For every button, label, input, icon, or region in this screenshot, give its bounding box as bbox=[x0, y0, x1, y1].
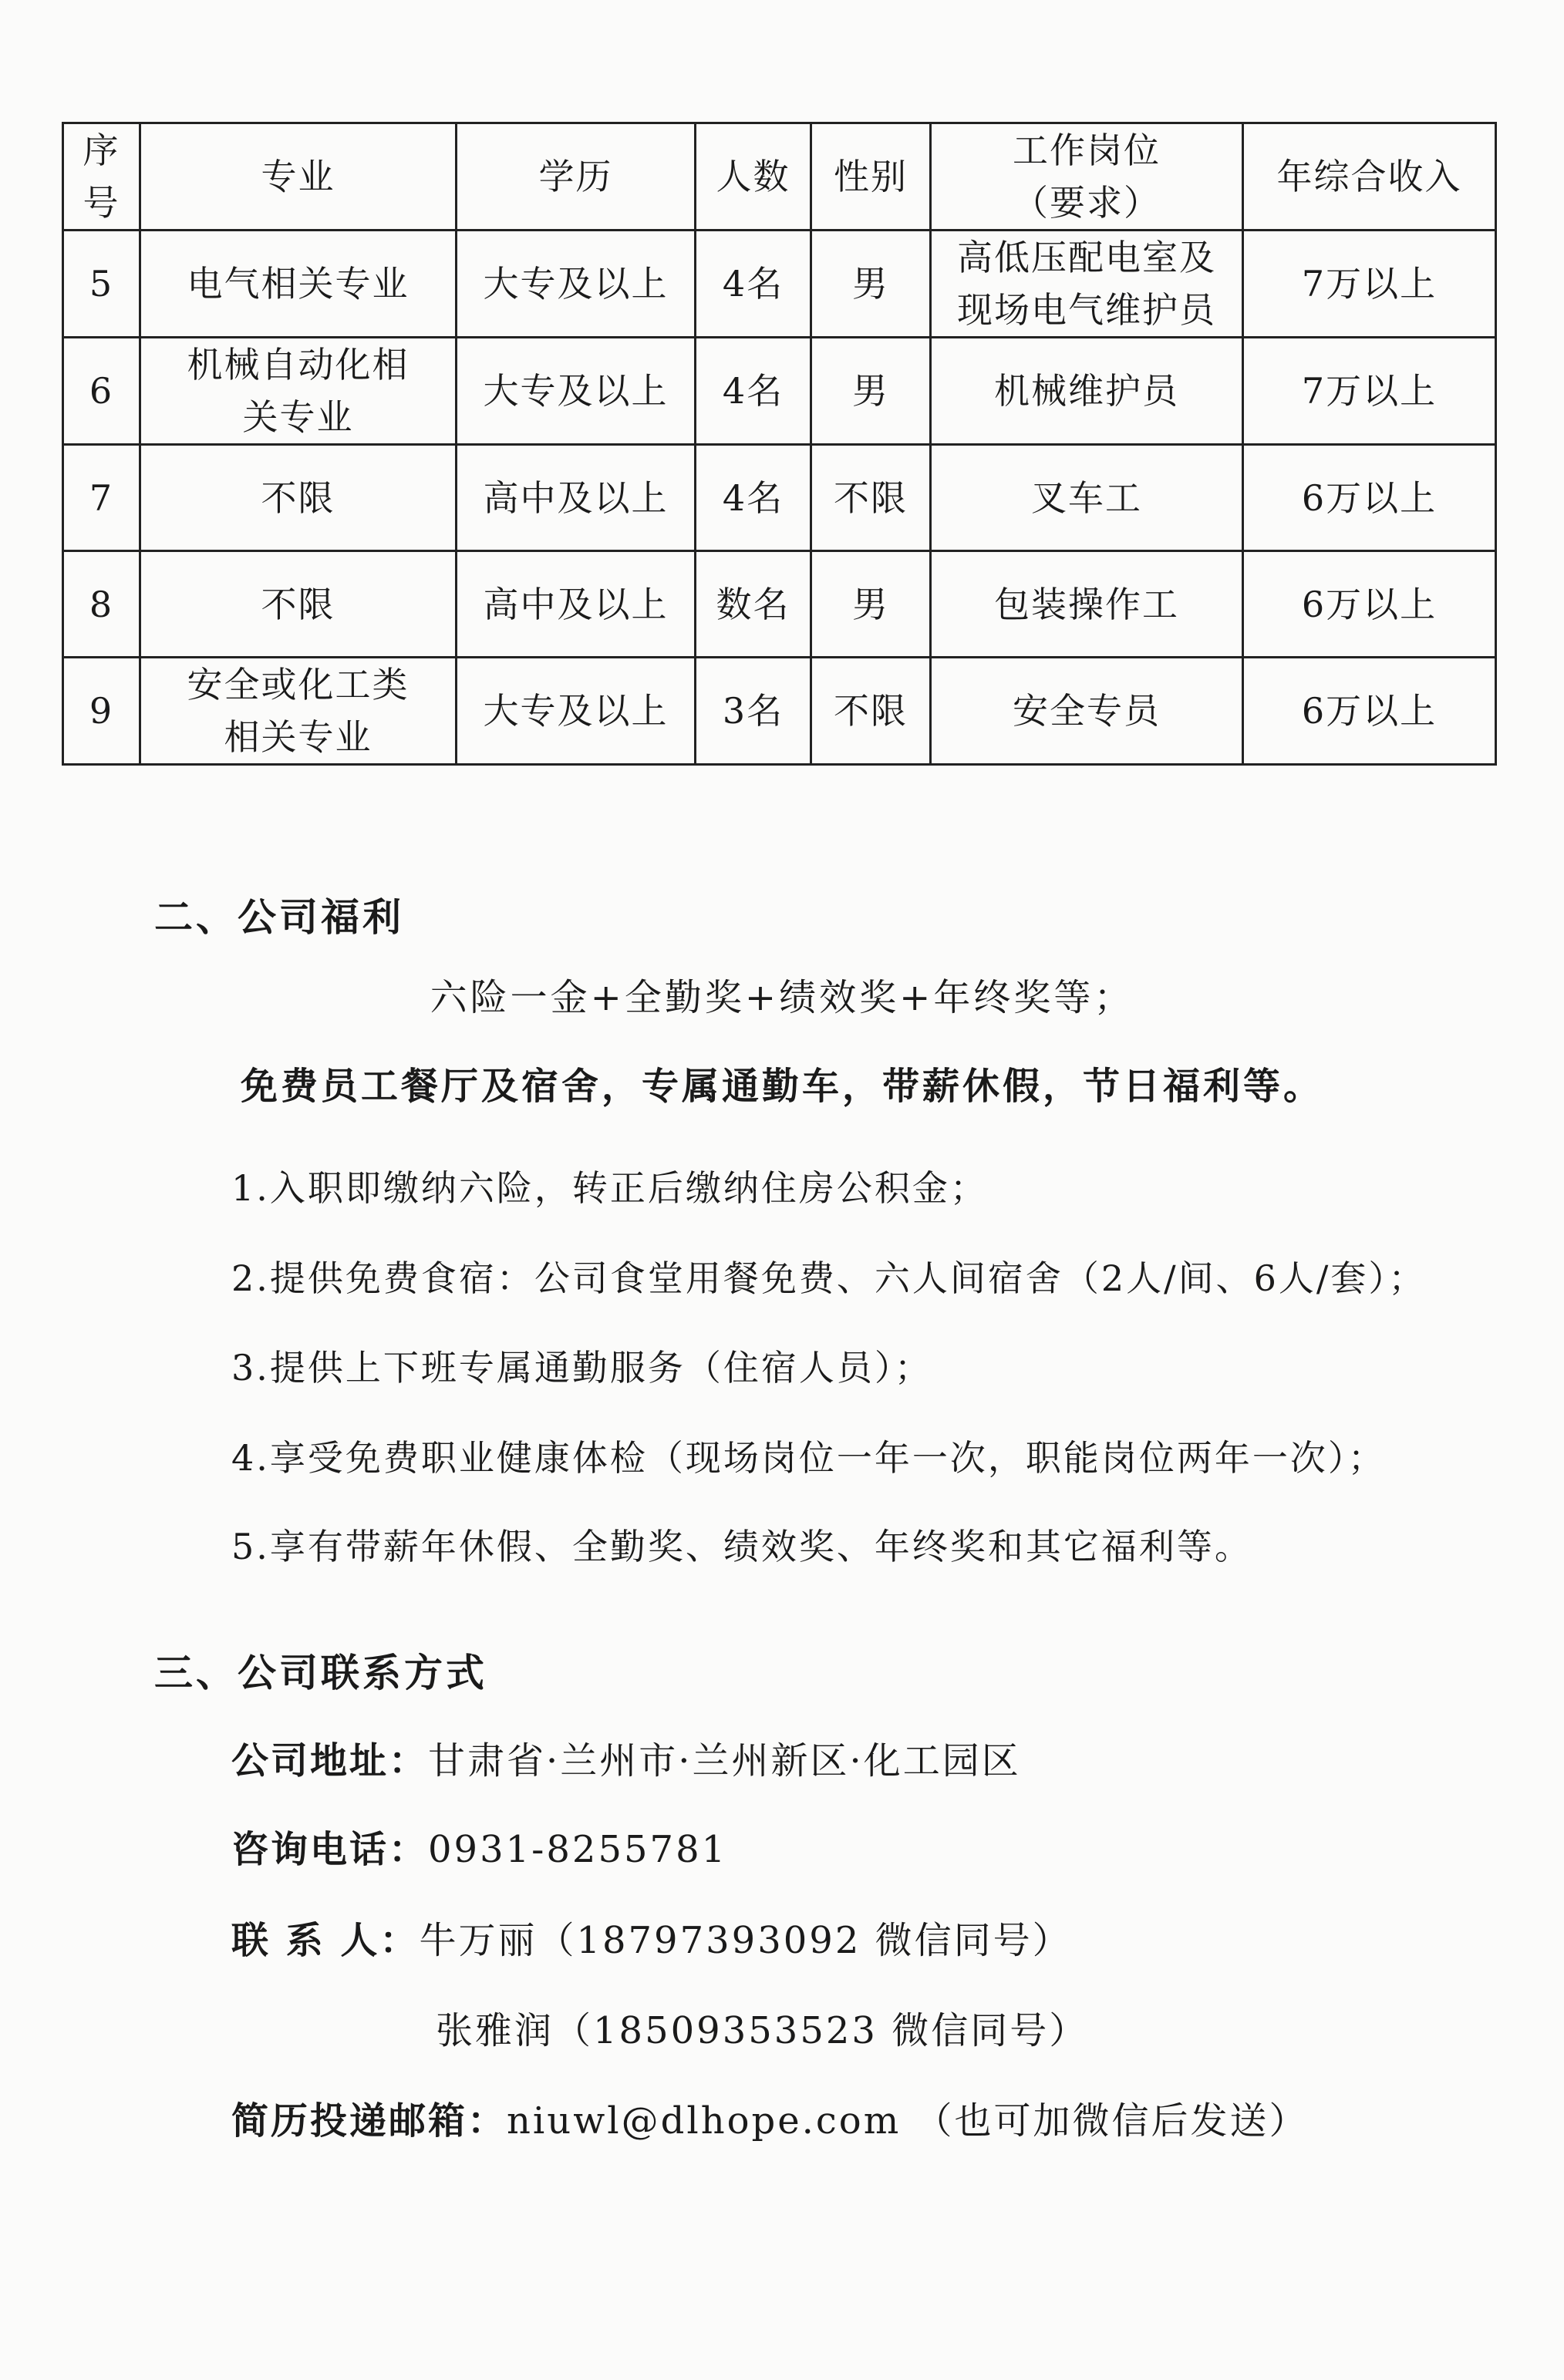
benefits-heading: 二、公司福利 bbox=[154, 894, 404, 940]
cell-education: 大专及以上 bbox=[457, 658, 696, 765]
table-row bbox=[63, 231, 1496, 338]
cell-education: 大专及以上 bbox=[457, 231, 696, 338]
cell-major: 安全或化工类 相关专业 bbox=[140, 658, 457, 765]
cell-index: 8 bbox=[63, 551, 140, 658]
table-row bbox=[63, 658, 1496, 765]
cell-income: 7万以上 bbox=[1243, 338, 1496, 445]
cell-gender: 男 bbox=[811, 551, 931, 658]
benefit-item-5: 5.享有带薪年休假、全勤奖、绩效奖、年终奖和其它福利等。 bbox=[231, 1526, 1252, 1567]
cell-position: 安全专员 bbox=[931, 658, 1243, 765]
header-index: 序 号 bbox=[63, 123, 140, 231]
cell-headcount: 数名 bbox=[696, 551, 811, 658]
header-major: 专业 bbox=[140, 123, 457, 231]
contact-heading: 三、公司联系方式 bbox=[154, 1650, 487, 1695]
header-education: 学历 bbox=[457, 123, 696, 231]
header-position: 工作岗位 （要求） bbox=[931, 123, 1243, 231]
cell-major: 不限 bbox=[140, 445, 457, 551]
contact-address bbox=[231, 1731, 1021, 1784]
header-income: 年综合收入 bbox=[1243, 123, 1496, 231]
header-gender: 性别 bbox=[811, 123, 931, 231]
cell-major: 机械自动化相 关专业 bbox=[140, 338, 457, 445]
table-row bbox=[63, 338, 1496, 445]
cell-position: 高低压配电室及 现场电气维护员 bbox=[931, 231, 1243, 338]
email-value: niuwl@dlhope.com （也可加微信后发送） bbox=[507, 2099, 1309, 2143]
cell-income: 6万以上 bbox=[1243, 445, 1496, 551]
email-label: 简历投递邮箱： bbox=[231, 2099, 507, 2143]
contact-person bbox=[231, 1910, 1072, 1964]
cell-education: 高中及以上 bbox=[457, 551, 696, 658]
benefit-item-1: 1.入职即缴纳六险，转正后缴纳住房公积金； bbox=[231, 1167, 988, 1209]
person-2: 张雅润（18509353523 微信同号） bbox=[436, 2009, 1089, 2052]
cell-index: 6 bbox=[63, 338, 140, 445]
job-positions-table bbox=[62, 122, 1497, 766]
cell-income: 7万以上 bbox=[1243, 231, 1496, 338]
cell-gender: 男 bbox=[811, 338, 931, 445]
contact-email bbox=[231, 2091, 1308, 2144]
contact-phone bbox=[231, 1820, 727, 1873]
phone-label: 咨询电话： bbox=[231, 1828, 429, 1871]
benefit-item-2: 2.提供免费食宿：公司食堂用餐免费、六人间宿舍（2人/间、6人/套）； bbox=[231, 1257, 1427, 1299]
cell-headcount: 4名 bbox=[696, 231, 811, 338]
benefit-item-3: 3.提供上下班专属通勤服务（住宿人员）； bbox=[231, 1347, 932, 1389]
phone-value: 0931-8255781 bbox=[428, 1828, 728, 1871]
cell-education: 大专及以上 bbox=[457, 338, 696, 445]
cell-index: 7 bbox=[63, 445, 140, 551]
header-headcount: 人数 bbox=[696, 123, 811, 231]
cell-position: 叉车工 bbox=[931, 445, 1243, 551]
cell-gender: 男 bbox=[811, 231, 931, 338]
benefits-summary-line-2: 免费员工餐厅及宿舍，专属通勤车，带薪休假，节日福利等。 bbox=[240, 1065, 1323, 1108]
cell-position: 机械维护员 bbox=[931, 338, 1243, 445]
table-header-row bbox=[63, 123, 1496, 231]
address-label: 公司地址： bbox=[231, 1739, 429, 1782]
cell-income: 6万以上 bbox=[1243, 658, 1496, 765]
cell-major: 不限 bbox=[140, 551, 457, 658]
person-label: 联 系 人： bbox=[231, 1919, 420, 1962]
cell-gender: 不限 bbox=[811, 658, 931, 765]
cell-index: 9 bbox=[63, 658, 140, 765]
cell-income: 6万以上 bbox=[1243, 551, 1496, 658]
cell-gender: 不限 bbox=[811, 445, 931, 551]
cell-headcount: 3名 bbox=[696, 658, 811, 765]
cell-major: 电气相关专业 bbox=[140, 231, 457, 338]
person-1: 牛万丽（18797393092 微信同号） bbox=[419, 1919, 1072, 1962]
cell-position: 包装操作工 bbox=[931, 551, 1243, 658]
table-row bbox=[63, 551, 1496, 658]
cell-index: 5 bbox=[63, 231, 140, 338]
cell-headcount: 4名 bbox=[696, 338, 811, 445]
cell-education: 高中及以上 bbox=[457, 445, 696, 551]
address-value: 甘肃省·兰州市·兰州新区·化工园区 bbox=[428, 1739, 1021, 1782]
benefits-summary-line-1: 六险一金+全勤奖+绩效奖+年终奖等； bbox=[430, 976, 1134, 1019]
table-row bbox=[63, 445, 1496, 551]
benefit-item-4: 4.享受免费职业健康体检（现场岗位一年一次，职能岗位两年一次）； bbox=[231, 1437, 1386, 1479]
cell-headcount: 4名 bbox=[696, 445, 811, 551]
